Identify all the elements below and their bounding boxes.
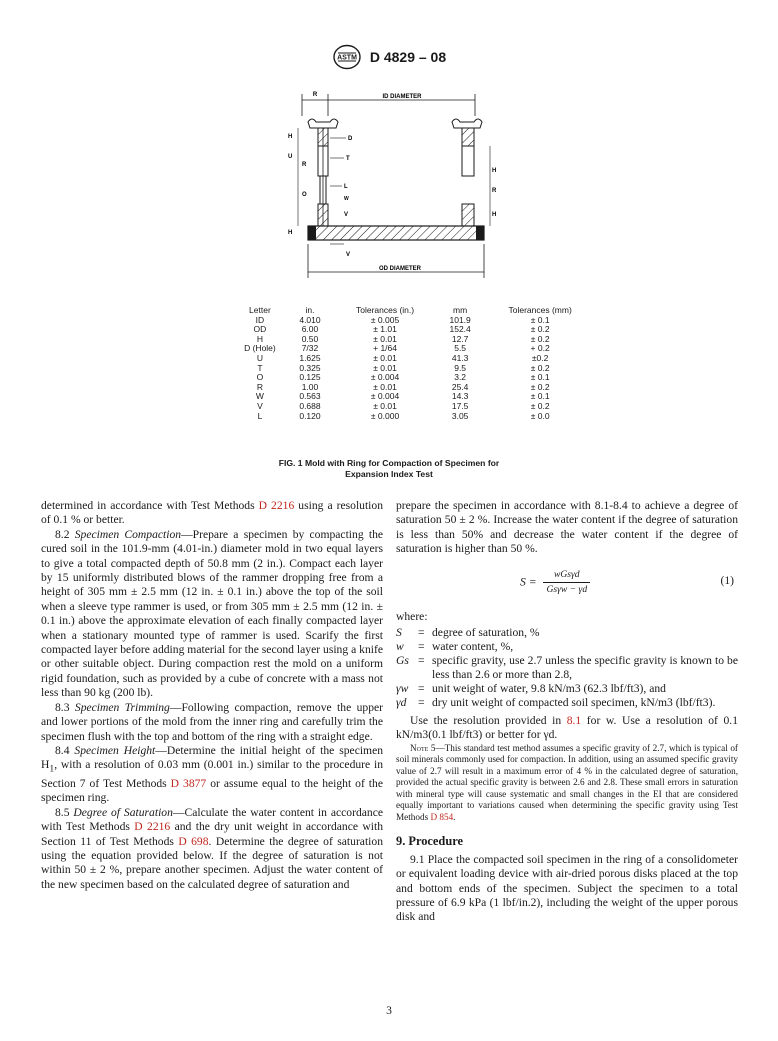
table-cell: 0.563 bbox=[299, 391, 321, 402]
dim-label-od: OD DIAMETER bbox=[379, 266, 421, 272]
table-cell: L bbox=[257, 410, 263, 421]
definition-text: water content, %, bbox=[432, 640, 514, 654]
ref-link[interactable]: D 3877 bbox=[170, 777, 207, 791]
table-cell: + 0.2 bbox=[530, 343, 550, 354]
dim-label-d: D bbox=[348, 136, 353, 142]
table-cell: D (Hole) bbox=[244, 343, 276, 354]
dim-label-u: U bbox=[288, 154, 293, 160]
table-header-cell: Tolerances (in.) bbox=[356, 305, 415, 315]
definition-text: degree of saturation, % bbox=[432, 626, 540, 640]
definition-sym: S bbox=[396, 626, 402, 640]
svg-text:ASTM: ASTM bbox=[336, 54, 357, 62]
table-cell: 0.50 bbox=[301, 333, 319, 344]
table-cell: V bbox=[257, 400, 263, 411]
table-cell: ± 0.1 bbox=[530, 314, 550, 325]
table-cell: 4.010 bbox=[299, 314, 321, 325]
table-cell: U bbox=[256, 352, 263, 363]
table-cell: ± 0.2 bbox=[530, 333, 550, 344]
dim-label-o: O bbox=[302, 192, 307, 198]
astm-logo-icon bbox=[332, 44, 362, 70]
dim-label-v-lower: V bbox=[346, 252, 351, 258]
page-header bbox=[0, 44, 778, 70]
table-cell: ± 0.01 bbox=[373, 381, 397, 392]
table-cell: ± 0.01 bbox=[373, 352, 397, 363]
mold-diagram bbox=[290, 86, 500, 286]
table-cell: O bbox=[256, 372, 264, 383]
table-cell: 3.2 bbox=[454, 372, 467, 383]
caption-line: FIG. 1 Mold with Ring for Compaction of Specimen for bbox=[278, 458, 500, 468]
equation-numerator: wGsγd bbox=[543, 568, 590, 583]
table-cell: T bbox=[257, 362, 263, 373]
table-cell: 41.3 bbox=[451, 352, 469, 363]
section-8-5: 8.5 Degree of Saturation—Calculate the water content in accordance with Test Methods D 2216 and the dry unit weight in accordance with Section 11 of Test Methods D 698. Determine the degree of saturation using the equation provided below. If the degree of saturation is not within 50 ± 2 %, prepare another specimen. Adjust the water content of the new specimen based on the calculated degree of saturation and bbox=[41, 805, 383, 891]
table-cell: 14.3 bbox=[451, 391, 469, 402]
definition-eq: = bbox=[418, 682, 425, 696]
equation-lhs: S = bbox=[520, 575, 537, 589]
ref-link[interactable]: D 2216 bbox=[258, 499, 295, 512]
ref-link[interactable]: D 2216 bbox=[134, 820, 171, 834]
table-header-cell: mm bbox=[453, 305, 468, 315]
definition-eq: = bbox=[418, 696, 425, 710]
table-cell: 6.00 bbox=[301, 324, 319, 335]
note-5: Note 5—This standard test method assumes a specific gravity of 2.7, which is typical of soil minerals commonly used for compaction. In addition, using an assumed specific gravity value of 2.7 will result in a maximum error of 4 % in the calculated degree of saturation, provided the actual specific gravity is between 2.6 and 2.8. These small errors in saturation with mineral type will cause systematic and small changes in the EI that are considered equally important to variations caused when determining the specific gravity using Test Methods D 854. bbox=[396, 742, 738, 822]
table-cell: 5.5 bbox=[454, 343, 467, 354]
table-row bbox=[230, 412, 600, 422]
tolerance-table bbox=[230, 306, 600, 421]
table-cell: ± 0.000 bbox=[370, 410, 400, 421]
document-id: D 4829 – 08 bbox=[369, 49, 447, 65]
dim-label-r-left: R bbox=[302, 162, 307, 168]
table-cell: H bbox=[256, 333, 263, 344]
section-heading: 9. Procedure bbox=[396, 834, 463, 849]
right-column bbox=[396, 499, 738, 925]
equation-denominator: Gsγw − γd bbox=[546, 584, 588, 596]
dim-label-v-upper: V bbox=[344, 212, 349, 218]
table-cell: + 1/64 bbox=[373, 343, 397, 354]
table-cell: ±0.2 bbox=[531, 352, 549, 363]
table-cell: 0.325 bbox=[299, 362, 321, 373]
section-8-2: 8.2 Specimen Compaction—Prepare a specimen by compacting the cured soil in the 101.9-mm (4.01-in.) diameter mold in two equal layers to give a total compacted depth of 50.8 mm (2 in.). Compact each layer by 15 uniformly distributed blows of the rammer dropping free from a height of 305 mm ± 2.5 mm (12 in. ± 0.1 in.) above the top of the soil when a sleeve type rammer is used, or from 305 mm ± 2.5 mm (12 in. ± 0.1 in.) above the approximate elevation of each finally compacted layer when a stationary mounted type of rammer is used. Scarify the first compacted layer before adding material for the second layer using a knife or other suitable object. During compaction rest the mold on a uniform rigid foundation, such as provided by a cube of concrete with a mass not less than 90 kg (200 lb). bbox=[41, 527, 384, 700]
table-cell: ± 0.1 bbox=[530, 372, 550, 383]
dim-label-l: L bbox=[344, 184, 348, 190]
definition-sym: w bbox=[396, 640, 404, 654]
definition-text: unit weight of water, 9.8 kN/m3 (62.3 lbf/ft3), and bbox=[432, 682, 666, 696]
definition-sym: γw bbox=[396, 682, 409, 696]
table-cell: 1.625 bbox=[299, 352, 321, 363]
table-cell: ± 0.1 bbox=[530, 391, 550, 402]
dim-label-h-top: H bbox=[288, 134, 293, 140]
definition-sym: γd bbox=[396, 696, 407, 710]
dim-label-w: W bbox=[344, 196, 349, 202]
dim-label-h-bottom: H bbox=[288, 230, 293, 236]
definition-eq: = bbox=[418, 654, 425, 668]
table-cell: R bbox=[256, 381, 263, 392]
table-cell: 152.4 bbox=[449, 324, 471, 335]
figure-caption bbox=[0, 458, 778, 480]
table-cell: 12.7 bbox=[451, 333, 469, 344]
paragraph: Use the resolution provided in 8.1 for w. Use a resolution of 0.1 kN/m3(0.1 lbf/ft3) or better for γd. bbox=[396, 714, 738, 742]
table-cell: OD bbox=[253, 324, 267, 335]
dim-label-id: ID DIAMETER bbox=[382, 94, 422, 100]
definition-eq: = bbox=[418, 626, 425, 640]
table-cell: 0.688 bbox=[299, 400, 321, 411]
definition-text: specific gravity, use 2.7 unless the specific gravity is known to be less than 2.6 or more than 2.8, bbox=[432, 654, 738, 682]
table-cell: ± 0.01 bbox=[373, 362, 397, 373]
dim-label-r-right: R bbox=[492, 188, 497, 194]
table-cell: ± 1.01 bbox=[373, 324, 397, 335]
section-8-3: 8.3 Specimen Trimming—Following compaction, remove the upper and lower portions of the mold from the inner ring and carefully trim the specimen flush with the top and bottom of the ring with a straight edge. bbox=[41, 700, 384, 743]
page-number: 3 bbox=[386, 1004, 392, 1017]
table-cell: 101.9 bbox=[449, 314, 471, 325]
paragraph: prepare the specimen in accordance with 8.1-8.4 to achieve a degree of saturation 50 ± 2 %. Increase the water content if the degree of saturation is less than 50% and decrease the water content if the degree of saturation is higher than 50 %. bbox=[396, 499, 738, 556]
table-cell: 7/32 bbox=[301, 343, 319, 354]
table-cell: 0.120 bbox=[299, 410, 321, 421]
table-cell: 9.5 bbox=[454, 362, 467, 373]
definition-text: dry unit weight of compacted soil specimen, kN/m3 (lbf/ft3). bbox=[432, 696, 716, 710]
table-body bbox=[230, 316, 600, 422]
table-cell: ± 0.005 bbox=[370, 314, 400, 325]
table-cell: 3.05 bbox=[451, 410, 469, 421]
ref-link[interactable]: D 698 bbox=[178, 834, 209, 848]
table-cell: 0.125 bbox=[299, 372, 321, 383]
caption-line: Expansion Index Test bbox=[345, 469, 433, 479]
equation-1 bbox=[396, 564, 738, 604]
where-label: where: bbox=[396, 609, 428, 623]
table-header-cell: Letter bbox=[249, 305, 271, 315]
section-8-4: 8.4 Specimen Height—Determine the initial height of the specimen $H_1$, with a resolution of 0.03 mm (0.001 in.) similar to the procedure in Section 7 of Test Methods D 3877 or assume equal to the height of the specimen ring. bbox=[41, 743, 384, 805]
section-9-1: 9.1 Place the compacted soil specimen in the ring of a consolidometer or equivalent loading device with air-dried porous disks placed at the top and bottom ends of the specimen. Subject the specimen to a total pressure of 6.9 kPa (1 lbf/in.2), including the weight of the upper porous disk and bbox=[396, 852, 738, 924]
table-cell: ± 0.2 bbox=[530, 381, 550, 392]
table-cell: ID bbox=[255, 314, 265, 325]
definition-eq: = bbox=[418, 640, 425, 654]
table-cell: ± 0.004 bbox=[370, 391, 400, 402]
table-cell: ± 0.2 bbox=[530, 400, 550, 411]
left-column bbox=[41, 499, 383, 892]
table-cell: 17.5 bbox=[451, 400, 469, 411]
table-header-cell: in. bbox=[305, 305, 315, 315]
table-cell: ± 0.004 bbox=[370, 372, 400, 383]
table-cell: ± 0.01 bbox=[373, 400, 397, 411]
table-cell: ± 0.2 bbox=[530, 324, 550, 335]
table-cell: W bbox=[255, 391, 264, 402]
table-cell: 25.4 bbox=[451, 381, 469, 392]
paragraph: determined in accordance with Test Methods D 2216 using a resolution of 0.1 % or better. bbox=[41, 499, 383, 527]
dim-label-h-right-bottom: H bbox=[492, 212, 497, 218]
table-cell: 1.00 bbox=[301, 381, 319, 392]
equation-number: (1) bbox=[720, 573, 734, 587]
table-cell: ± 0.2 bbox=[530, 362, 550, 373]
ref-link[interactable]: 8.1 bbox=[566, 714, 582, 728]
dim-label-r: R bbox=[312, 92, 318, 98]
table-header-cell: Tolerances (mm) bbox=[508, 305, 572, 315]
definition-list bbox=[396, 626, 738, 710]
dim-label-h-right: H bbox=[492, 168, 497, 174]
table-cell: ± 0.01 bbox=[373, 333, 397, 344]
dim-label-t: T bbox=[346, 156, 350, 162]
definition-sym: Gs bbox=[396, 654, 409, 668]
table-cell: ± 0.0 bbox=[530, 410, 550, 421]
ref-link[interactable]: D 854 bbox=[430, 811, 454, 822]
